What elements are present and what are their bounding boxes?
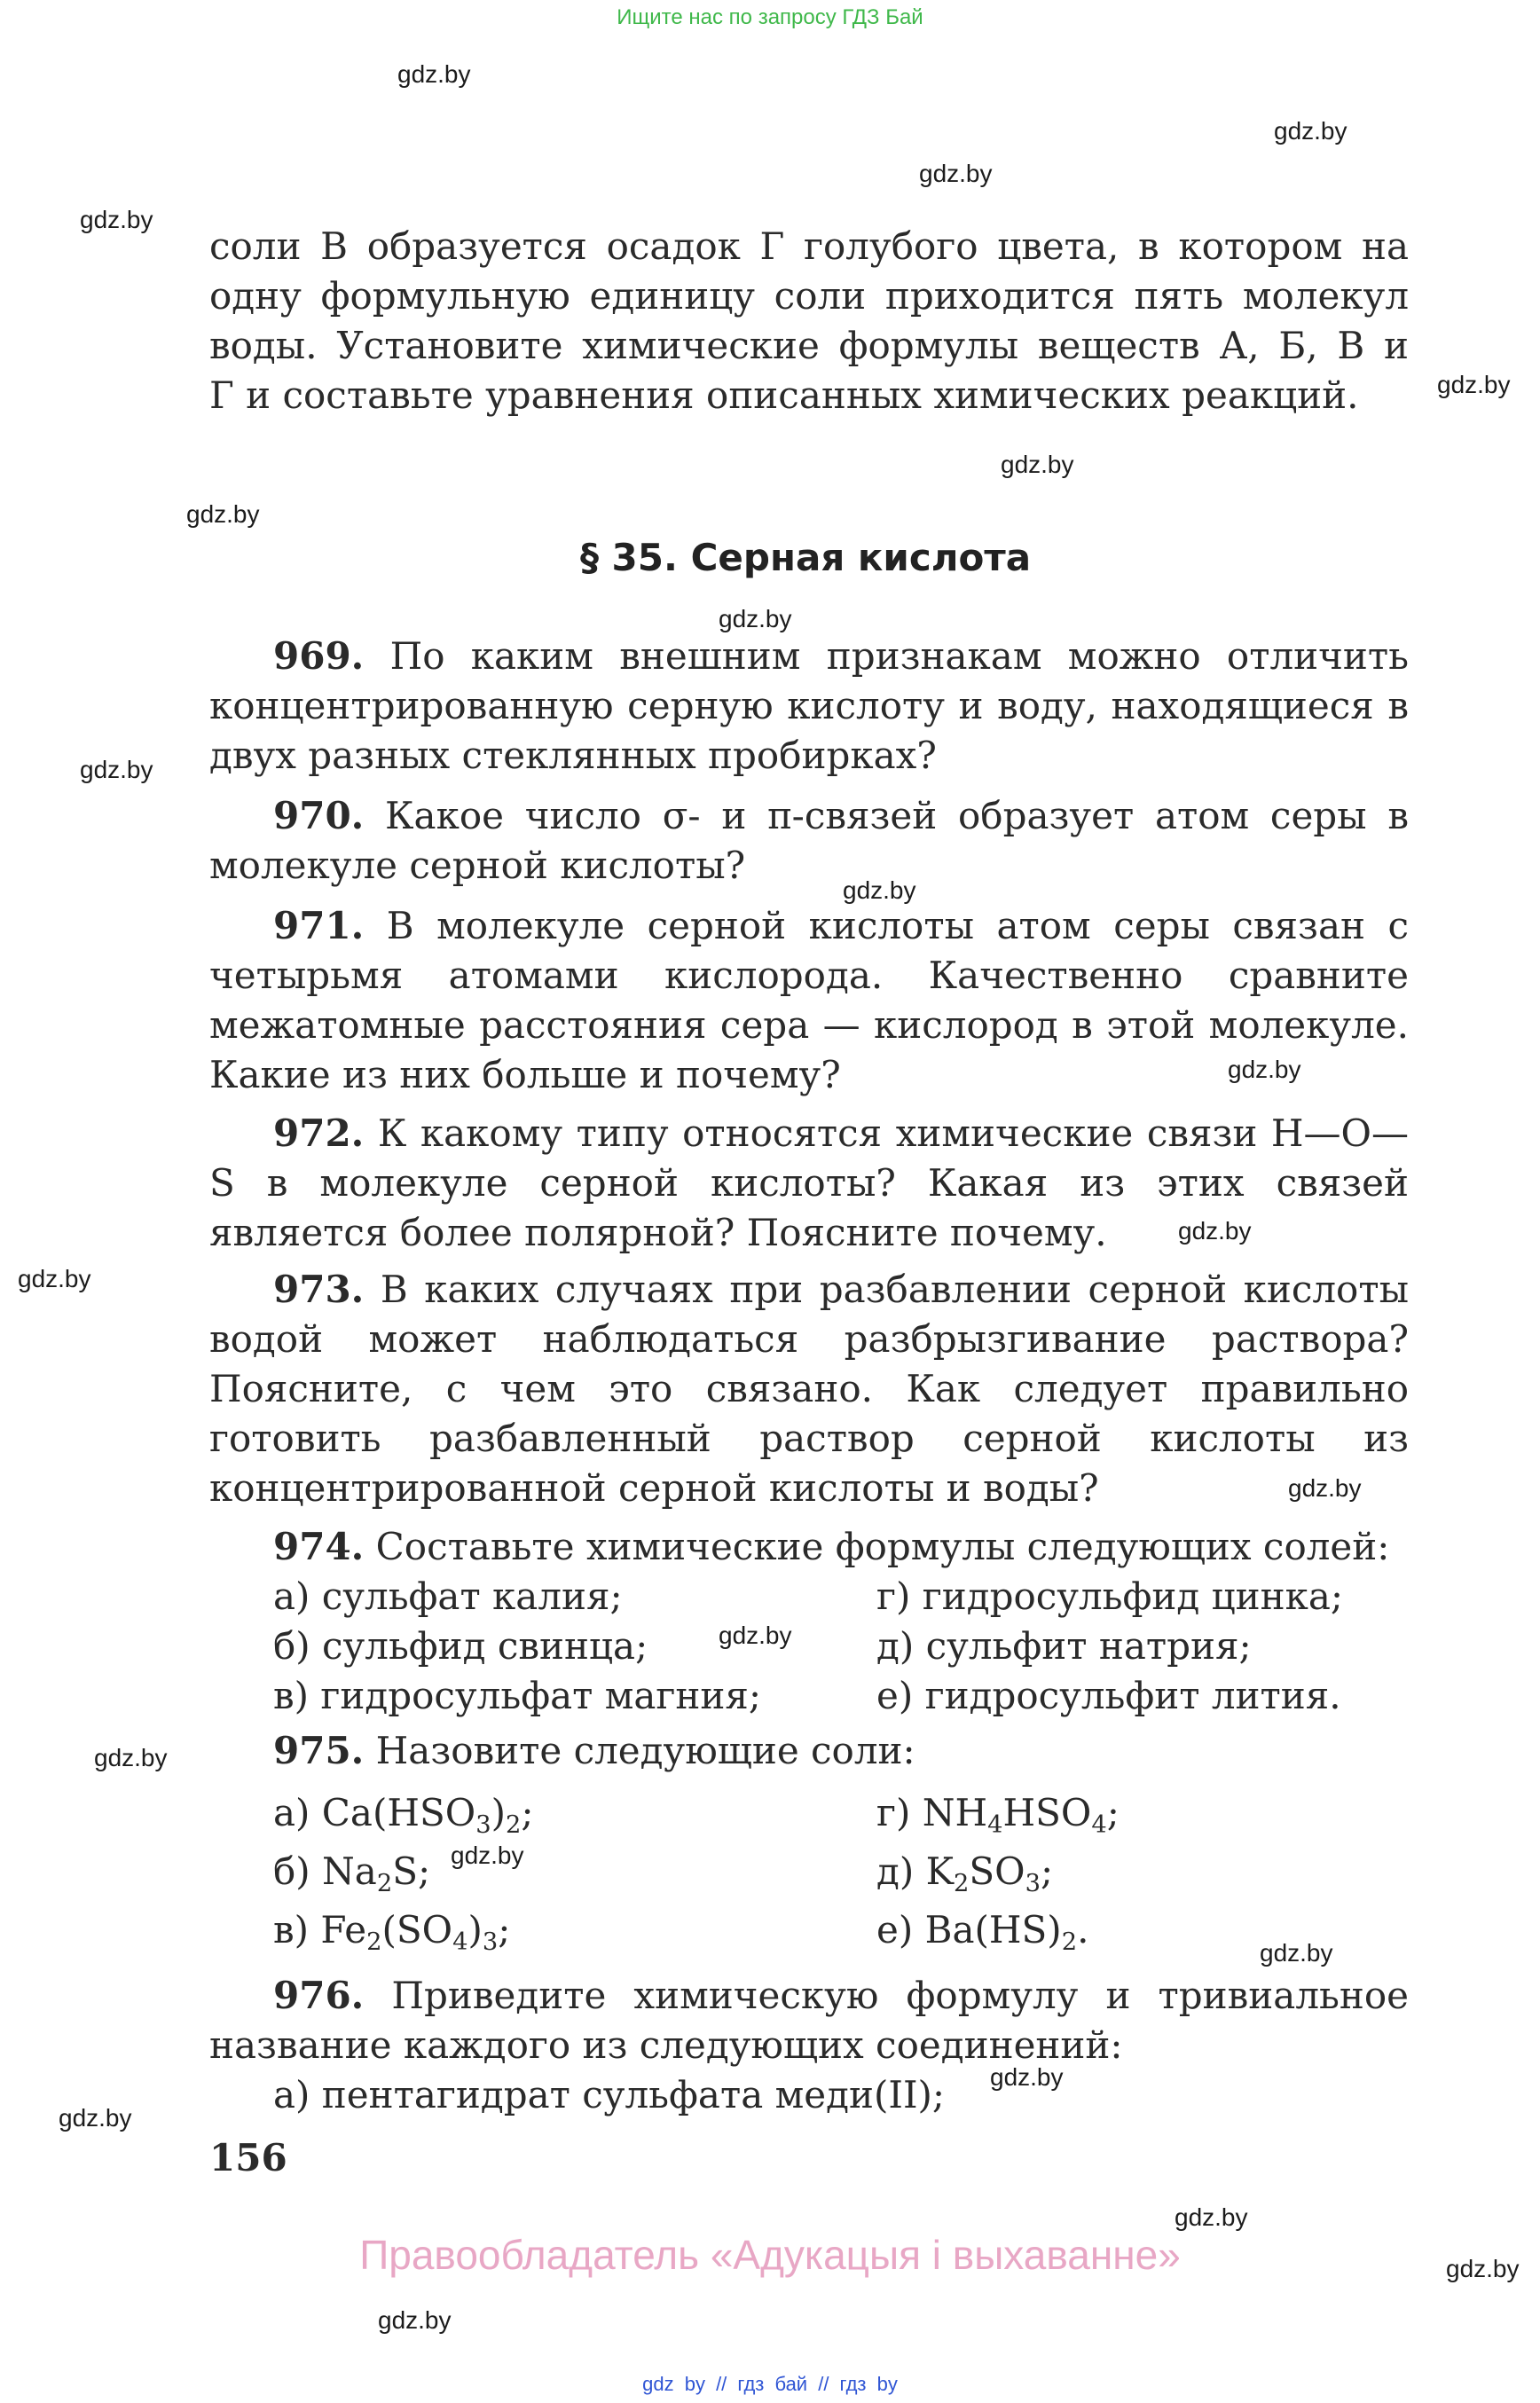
problem-969 xyxy=(209,632,1409,781)
formula-option: е) $Ba(HS)_2$. xyxy=(876,1908,1089,1957)
problem-970 xyxy=(209,791,1409,891)
problem-text: К какому типу относятся химические связи H—O—S в молекуле серной кислоты? Какая из этих связей является более полярной? Поясните почему. xyxy=(209,1111,1409,1254)
problem-972 xyxy=(209,1109,1409,1258)
option: а) пентагидрат сульфата меди(II); xyxy=(273,2073,946,2116)
intro-line-4: Г и составьте уравнения описанных химических реакций. xyxy=(209,373,1359,417)
formula-option: г) $NH_4HSO_4$; xyxy=(876,1791,1120,1840)
problem-text: В молекуле серной кислоты атом серы связан с четырьмя атомами кислорода. Качественно сравните межатомные расстояния сера — кислород в этой молекуле. Какие из них больше и почему? xyxy=(209,904,1409,1096)
watermark: gdz.by xyxy=(59,2104,132,2132)
watermark: gdz.by xyxy=(843,876,916,904)
watermark: gdz.by xyxy=(1260,1939,1333,1967)
problem-number: 972. xyxy=(273,1111,365,1155)
intro-line-1: соли В образуется осадок Г голубого цвета, в котором на xyxy=(209,224,1409,268)
watermark: gdz.by xyxy=(919,160,993,187)
footer-links[interactable]: gdz by // гдз бай // гдз by xyxy=(642,2373,898,2395)
option: б) сульфид свинца; xyxy=(273,1624,648,1668)
watermark: gdz.by xyxy=(1228,1056,1301,1083)
watermark: gdz.by xyxy=(719,605,792,632)
problem-number: 973. xyxy=(273,1268,365,1311)
watermark: gdz.by xyxy=(378,2306,452,2334)
formula-option: в) $Fe_2(SO_4)_3$; xyxy=(273,1908,511,1957)
option: д) сульфит натрия; xyxy=(876,1624,1252,1668)
watermark: gdz.by xyxy=(990,2063,1064,2091)
option: а) сульфат калия; xyxy=(273,1575,623,1618)
problem-text: В каких случаях при разбавлении серной кислоты водой может наблюдаться разбрызгивание раствора? Поясните, с чем это связано. Как следует правильно готовить разбавленный раствор серной кислоты из концентрированной серной кислоты и воды? xyxy=(209,1268,1409,1510)
problem-number: 975. xyxy=(273,1729,365,1772)
problem-971 xyxy=(209,901,1409,1100)
copyright-notice: Правообладатель «Адукацыя і выхаванне» xyxy=(359,2232,1181,2278)
watermark: gdz.by xyxy=(94,1744,168,1771)
problem-number: 970. xyxy=(273,794,365,837)
problem-number: 971. xyxy=(273,904,365,947)
problem-974 xyxy=(209,1522,1409,1572)
problem-number: 969. xyxy=(273,634,365,678)
problem-975 xyxy=(209,1726,1409,1776)
watermark: gdz.by xyxy=(186,500,260,528)
problem-976 xyxy=(209,1971,1409,2070)
watermark: gdz.by xyxy=(451,1842,524,1869)
formula-option: б) $Na_2S$; xyxy=(273,1849,431,1898)
problem-text: Назовите следующие соли: xyxy=(375,1729,915,1772)
watermark: gdz.by xyxy=(1178,1217,1252,1245)
section-title: § 35. Серная кислота xyxy=(579,536,1032,579)
formula-option: а) $Ca(HSO_3)_2$; xyxy=(273,1791,534,1840)
problem-text: По каким внешним признакам можно отличить концентрированную серную кислоту и воду, находящиеся в двух разных стеклянных пробирках? xyxy=(209,634,1409,777)
watermark: gdz.by xyxy=(18,1265,91,1292)
option: е) гидросульфит лития. xyxy=(876,1674,1341,1717)
problem-number: 974. xyxy=(273,1525,365,1568)
problem-973 xyxy=(209,1265,1409,1513)
watermark: gdz.by xyxy=(1274,117,1348,145)
intro-line-2: одну формульную единицу соли приходится пять молекул xyxy=(209,274,1409,318)
top-search-link[interactable]: Ищите нас по запросу ГДЗ Бай xyxy=(617,5,923,29)
watermark: gdz.by xyxy=(1437,371,1511,398)
watermark: gdz.by xyxy=(1446,2255,1520,2282)
watermark: gdz.by xyxy=(1288,1474,1362,1502)
intro-line-3: воды. Установите химические формулы веществ А, Б, В и xyxy=(209,324,1409,367)
watermark: gdz.by xyxy=(1001,451,1074,478)
problem-number: 976. xyxy=(273,1974,365,2017)
problem-text: Приведите химическую формулу и тривиальное название каждого из следующих соединений: xyxy=(209,1974,1409,2067)
problem-text: Какое число σ- и π-связей образует атом серы в молекуле серной кислоты? xyxy=(209,794,1409,887)
watermark: gdz.by xyxy=(1175,2203,1248,2231)
watermark: gdz.by xyxy=(397,60,471,88)
problem-text: Составьте химические формулы следующих солей: xyxy=(375,1525,1390,1568)
watermark: gdz.by xyxy=(80,206,153,233)
option: г) гидросульфид цинка; xyxy=(876,1575,1344,1618)
formula-option: д) $K_2SO_3$; xyxy=(876,1849,1054,1898)
watermark: gdz.by xyxy=(80,756,153,783)
option: в) гидросульфат магния; xyxy=(273,1674,762,1717)
page-number: 156 xyxy=(209,2136,287,2179)
watermark: gdz.by xyxy=(719,1622,792,1649)
